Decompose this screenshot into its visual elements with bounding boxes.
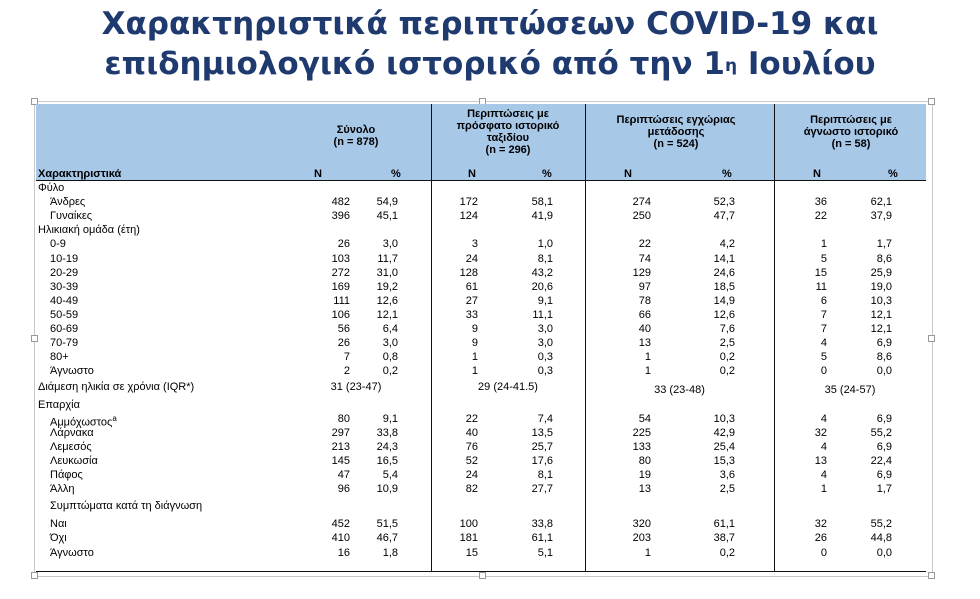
cell-percent: 6,9	[876, 469, 892, 481]
cell-percent: 24,3	[376, 440, 398, 453]
cell-count: 396	[331, 210, 350, 223]
cell-percent: 18,5	[713, 280, 735, 293]
cell-count: 133	[632, 440, 651, 453]
cell-count: 203	[632, 532, 651, 545]
cell-percent: 2,5	[719, 483, 735, 496]
row-label-text: 40-49	[50, 294, 79, 307]
row-label-text: 60-69	[50, 323, 79, 335]
table-row	[36, 531, 926, 545]
cell-percent: 0,2	[719, 365, 735, 378]
cell-percent: 0,3	[537, 365, 553, 378]
row-label-text: 10-19	[50, 252, 79, 265]
group-header-local-l1: Περιπτώσεις εγχώριας	[616, 114, 736, 126]
table-row	[36, 266, 926, 280]
title-line-2-text: επιδημιολογικό ιστορικό από την 1	[104, 46, 725, 82]
cell-median-iqr: 35 (24-57)	[824, 384, 876, 397]
table-row	[36, 280, 926, 294]
cell-percent: 42,9	[713, 426, 735, 439]
cell-percent: 33,8	[376, 426, 398, 439]
cell-percent: 7,6	[719, 323, 735, 335]
cell-count: 1	[471, 351, 478, 364]
group-header-travel-l3: ταξιδίου	[486, 132, 530, 144]
resize-handle-br[interactable]	[928, 572, 935, 579]
cell-median-iqr: 29 (24-41.5)	[478, 381, 538, 394]
cell-percent: 19,0	[870, 280, 892, 293]
cell-percent: 8,1	[537, 252, 553, 265]
col-header-travel-n: N	[468, 168, 476, 180]
row-label-text: Άγνωστο	[50, 365, 94, 378]
cell-count: 100	[459, 518, 478, 531]
group-header-unknown	[776, 114, 926, 150]
row-label-text: 70-79	[50, 337, 79, 350]
table-row	[36, 426, 926, 440]
cell-count: 13	[638, 483, 651, 496]
col-header-total-n: N	[314, 168, 322, 180]
cell-count: 145	[331, 454, 350, 467]
cell-percent: 47,7	[713, 210, 735, 223]
cell-count: 32	[814, 518, 827, 531]
cell-percent: 13,5	[531, 426, 553, 439]
cell-percent: 1,7	[876, 483, 892, 496]
cell-count: 13	[814, 454, 827, 467]
cell-count: 47	[337, 469, 350, 481]
row-label-text: Φύλο	[38, 182, 65, 194]
row-label-text: 20-29	[50, 266, 79, 279]
table-row	[36, 294, 926, 308]
cell-percent: 8,1	[537, 469, 553, 481]
cell-percent: 52,3	[713, 196, 735, 209]
table-row	[36, 336, 926, 350]
cell-percent: 0,0	[876, 365, 892, 378]
cell-count: 452	[331, 518, 350, 531]
cell-count: 52	[465, 454, 478, 467]
cell-count: 66	[638, 308, 651, 321]
cell-percent: 20,6	[531, 280, 553, 293]
group-header-travel-n: (n = 296)	[485, 144, 531, 156]
cell-percent: 25,4	[713, 440, 735, 453]
resize-handle-bl[interactable]	[31, 572, 38, 579]
cell-count: 111	[333, 294, 350, 307]
resize-handle-mr[interactable]	[928, 335, 935, 342]
cell-count: 32	[814, 426, 827, 439]
cell-percent: 5,4	[382, 469, 398, 481]
row-label-text: Επαρχία	[38, 398, 80, 411]
row-label-text: Πάφος	[50, 469, 83, 481]
cell-count: 1	[644, 351, 651, 364]
cell-count: 82	[465, 483, 478, 496]
row-label	[50, 482, 74, 496]
row-label	[50, 440, 92, 454]
cell-percent: 25,9	[870, 266, 892, 279]
cell-count: 76	[465, 440, 478, 453]
cell-count: 1	[820, 238, 827, 251]
group-header-unknown-l2: άγνωστο ιστορικό	[803, 126, 899, 138]
cell-percent: 16,5	[376, 454, 398, 467]
table-row	[36, 517, 926, 531]
cell-median-iqr: 31 (23-47)	[330, 381, 382, 394]
cell-percent: 14,9	[713, 294, 735, 307]
cell-count: 13	[638, 337, 651, 350]
cell-count: 250	[632, 210, 651, 223]
cell-count: 129	[632, 266, 651, 279]
col-header-unknown-pct: %	[888, 168, 898, 180]
cell-percent: 10,9	[376, 483, 398, 496]
row-label-text: 30-39	[50, 280, 79, 293]
cell-count: 80	[638, 454, 651, 467]
cell-count: 274	[632, 196, 651, 209]
row-label-text: 0-9	[50, 238, 66, 251]
cell-count: 7	[343, 351, 350, 364]
title-line-1: Χαρακτηριστικά περιπτώσεων COVID-19 και	[101, 6, 879, 42]
group-header-unknown-l1: Περιπτώσεις με	[810, 114, 892, 126]
cell-percent: 22,4	[870, 454, 892, 467]
col-header-travel-pct: %	[542, 168, 552, 180]
cell-count: 80	[337, 412, 350, 425]
cell-count: 33	[465, 308, 478, 321]
cell-percent: 41,9	[531, 210, 553, 223]
cell-percent: 0,8	[382, 351, 398, 364]
cell-count: 297	[331, 426, 350, 439]
row-label-text: Ηλικιακή ομάδα (έτη)	[38, 224, 140, 237]
row-label	[50, 350, 69, 364]
table-row	[36, 237, 926, 251]
table-row	[36, 364, 926, 378]
cell-count: 4	[820, 469, 827, 481]
table-row	[36, 482, 926, 496]
cell-percent: 0,3	[537, 351, 553, 364]
cell-percent: 54,9	[376, 196, 398, 209]
cell-count: 40	[638, 323, 651, 335]
cell-percent: 24,6	[713, 266, 735, 279]
cell-percent: 6,9	[876, 412, 892, 425]
cell-percent: 27,7	[531, 483, 553, 496]
cell-count: 2	[343, 365, 350, 378]
cell-count: 1	[820, 483, 827, 496]
cell-count: 4	[820, 412, 827, 425]
cell-percent: 11,7	[377, 252, 398, 265]
cell-percent: 12,1	[376, 308, 398, 321]
cell-count: 24	[465, 469, 478, 481]
cell-percent: 33,8	[531, 518, 553, 531]
row-label-text: Αμμόχωστος	[50, 416, 113, 429]
row-label	[50, 209, 92, 223]
col-header-unknown-n: N	[813, 168, 821, 180]
cell-count: 22	[814, 210, 827, 223]
resize-handle-bm[interactable]	[479, 572, 486, 579]
cell-percent: 3,6	[719, 469, 735, 481]
table-row	[36, 195, 926, 209]
group-header-travel-l2: πρόσφατο ιστορικό	[456, 120, 560, 132]
cell-count: 36	[814, 196, 827, 209]
row-label-text: Λάρνακα	[50, 426, 94, 439]
cell-count: 19	[638, 469, 651, 481]
cell-count: 78	[638, 294, 651, 307]
cell-percent: 58,1	[531, 196, 553, 209]
row-label	[50, 237, 66, 251]
cell-percent: 12,6	[713, 308, 735, 321]
cell-count: 5	[820, 252, 827, 265]
cell-percent: 1,8	[382, 546, 398, 559]
cell-percent: 6,4	[382, 323, 398, 335]
cell-percent: 2,5	[719, 337, 735, 350]
title-line-2-end: Ιουλίου	[737, 46, 876, 82]
cell-percent: 1,0	[537, 238, 553, 251]
cell-percent: 15,3	[713, 454, 735, 467]
row-label	[50, 364, 94, 378]
cell-count: 27	[465, 294, 478, 307]
row-label	[50, 426, 94, 440]
cell-median-iqr: 33 (23-48)	[654, 384, 705, 397]
group-header-local-n: (n = 524)	[653, 138, 699, 150]
group-header-travel	[433, 108, 583, 156]
group-header-travel-l1: Περιπτώσεις με	[467, 108, 549, 120]
cell-percent: 3,0	[382, 238, 398, 251]
cell-count: 96	[337, 483, 350, 496]
cell-count: 410	[331, 532, 350, 545]
cell-percent: 3,0	[537, 337, 553, 350]
cell-count: 9	[471, 323, 478, 335]
cell-count: 26	[814, 532, 827, 545]
footnote-marker: a	[112, 413, 117, 423]
cell-count: 15	[814, 266, 827, 279]
table-row	[36, 454, 926, 468]
cell-count: 15	[465, 546, 478, 559]
cell-count: 54	[638, 412, 651, 425]
cell-count: 7	[820, 323, 827, 335]
cell-count: 40	[465, 426, 478, 439]
cell-count: 9	[471, 337, 478, 350]
cell-percent: 9,1	[382, 412, 398, 425]
row-label	[50, 195, 85, 209]
cell-count: 24	[465, 252, 478, 265]
row-label	[50, 517, 67, 531]
cell-count: 0	[820, 546, 827, 559]
cell-percent: 6,9	[876, 337, 892, 350]
cell-percent: 12,1	[870, 323, 892, 335]
cell-percent: 31,0	[376, 266, 398, 279]
slide-title	[0, 4, 980, 84]
group-header-total-n: (n = 878)	[333, 136, 379, 148]
row-label-header: Χαρακτηριστικά	[38, 168, 122, 180]
cell-percent: 3,0	[382, 337, 398, 350]
cell-percent: 11,1	[532, 308, 553, 321]
cell-count: 106	[331, 308, 350, 321]
cell-count: 22	[638, 238, 651, 251]
cell-count: 272	[331, 266, 350, 279]
cell-percent: 17,6	[531, 454, 553, 467]
cell-count: 172	[459, 196, 478, 209]
cell-percent: 37,9	[870, 210, 892, 223]
row-label-text: Άνδρες	[50, 196, 86, 209]
row-label	[50, 294, 78, 308]
cell-count: 97	[638, 280, 651, 293]
table-row	[36, 468, 926, 482]
row-label	[50, 266, 78, 280]
row-label: Συμπτώματα κατά τη διάγνωση	[50, 500, 203, 513]
row-label	[50, 336, 78, 350]
table-row	[36, 440, 926, 454]
row-label: Διάμεση ηλικία σε χρόνια (IQR*)	[38, 381, 195, 394]
cell-percent: 8,6	[876, 351, 892, 364]
cell-percent: 43,2	[531, 266, 553, 279]
cell-percent: 0,2	[719, 351, 735, 364]
group-header-total-title: Σύνολο	[336, 124, 376, 136]
cell-count: 213	[331, 440, 350, 453]
row-label	[38, 181, 64, 195]
group-header-local	[596, 114, 756, 150]
row-label	[50, 308, 78, 322]
cell-percent: 46,7	[376, 532, 398, 545]
cell-count: 181	[459, 532, 478, 545]
cell-count: 320	[632, 518, 651, 531]
cell-count: 16	[337, 546, 350, 559]
row-label	[50, 531, 67, 545]
cell-percent: 19,2	[376, 280, 398, 293]
table-section-row	[36, 499, 926, 513]
title-superscript: η	[724, 56, 738, 76]
row-label-text: Όχι	[50, 532, 67, 545]
cell-count: 74	[638, 252, 651, 265]
cell-count: 22	[465, 412, 478, 425]
table-bottom-rule	[36, 571, 926, 572]
row-label	[50, 468, 83, 482]
cell-count: 1	[644, 546, 651, 559]
cell-percent: 45,1	[376, 210, 398, 223]
median-age-row	[36, 380, 926, 397]
cell-percent: 62,1	[870, 196, 892, 209]
group-header-total	[291, 124, 421, 148]
row-label	[50, 322, 78, 336]
cell-percent: 10,3	[713, 412, 735, 425]
cell-count: 4	[820, 440, 827, 453]
cell-count: 103	[331, 252, 350, 265]
table-row	[36, 412, 926, 429]
table-section-row	[36, 223, 926, 237]
row-label-text: Άλλη	[50, 483, 75, 496]
col-header-total-pct: %	[391, 168, 401, 180]
cell-percent: 61,1	[531, 532, 553, 545]
cell-percent: 4,2	[719, 238, 735, 251]
cell-percent: 55,2	[870, 426, 892, 439]
resize-handle-tr[interactable]	[928, 98, 935, 105]
cell-count: 169	[331, 280, 350, 293]
col-header-local-n: N	[624, 168, 632, 180]
cell-percent: 5,1	[537, 546, 553, 559]
table-row	[36, 209, 926, 223]
cell-count: 5	[820, 351, 827, 364]
cell-count: 482	[331, 196, 350, 209]
cell-percent: 55,2	[870, 518, 892, 531]
cell-percent: 14,1	[713, 252, 735, 265]
row-label	[38, 398, 80, 412]
cell-percent: 51,5	[376, 518, 398, 531]
cell-percent: 10,3	[870, 294, 892, 307]
row-label-text: 50-59	[50, 308, 79, 321]
table-section-row	[36, 398, 926, 412]
title-line-2	[0, 44, 980, 84]
cell-count: 6	[820, 294, 827, 307]
cell-count: 3	[471, 238, 478, 251]
cell-count: 1	[644, 365, 651, 378]
row-label	[50, 546, 94, 560]
row-label-text: Λευκωσία	[50, 454, 98, 467]
cell-count: 7	[820, 308, 827, 321]
cell-percent: 8,6	[876, 252, 892, 265]
cell-percent: 7,4	[537, 412, 553, 425]
table-row	[36, 308, 926, 322]
cell-percent: 0,2	[382, 365, 398, 378]
cell-percent: 12,6	[376, 294, 398, 307]
row-label-text: Λεμεσός	[50, 440, 92, 453]
cell-count: 11	[815, 280, 827, 293]
cell-percent: 25,7	[531, 440, 553, 453]
cell-count: 4	[820, 337, 827, 350]
row-label-text: Γυναίκες	[50, 210, 93, 223]
col-header-local-pct: %	[722, 168, 732, 180]
cell-percent: 38,7	[713, 532, 735, 545]
cell-count: 225	[632, 426, 651, 439]
row-label	[50, 454, 98, 468]
row-label	[50, 280, 78, 294]
cell-percent: 9,1	[537, 294, 553, 307]
row-label-text: Άγνωστο	[50, 546, 94, 559]
cell-percent: 6,9	[876, 440, 892, 453]
cell-count: 124	[459, 210, 478, 223]
cell-percent: 3,0	[537, 323, 553, 335]
cell-count: 56	[337, 323, 350, 335]
cell-count: 26	[337, 337, 350, 350]
row-label	[50, 252, 78, 266]
covid-characteristics-table	[36, 104, 926, 572]
group-header-local-l2: μετάδοσης	[647, 126, 705, 138]
cell-percent: 44,8	[870, 532, 892, 545]
table-section-row	[36, 181, 926, 195]
cell-percent: 1,7	[876, 238, 892, 251]
row-label	[38, 223, 140, 237]
table-row	[36, 546, 926, 560]
cell-count: 128	[459, 266, 478, 279]
group-header-unknown-n: (n = 58)	[831, 138, 871, 150]
table-row	[36, 322, 926, 336]
cell-count: 0	[820, 365, 827, 378]
cell-count: 26	[337, 238, 350, 251]
cell-count: 61	[465, 280, 478, 293]
cell-count: 1	[471, 365, 478, 378]
table-row	[36, 252, 926, 266]
table-row	[36, 350, 926, 364]
cell-percent: 61,1	[713, 518, 735, 531]
row-label-text: Ναι	[50, 518, 67, 531]
cell-percent: 0,0	[876, 546, 892, 559]
row-label-text: 80+	[50, 351, 69, 364]
cell-percent: 0,2	[719, 546, 735, 559]
cell-percent: 12,1	[870, 308, 892, 321]
